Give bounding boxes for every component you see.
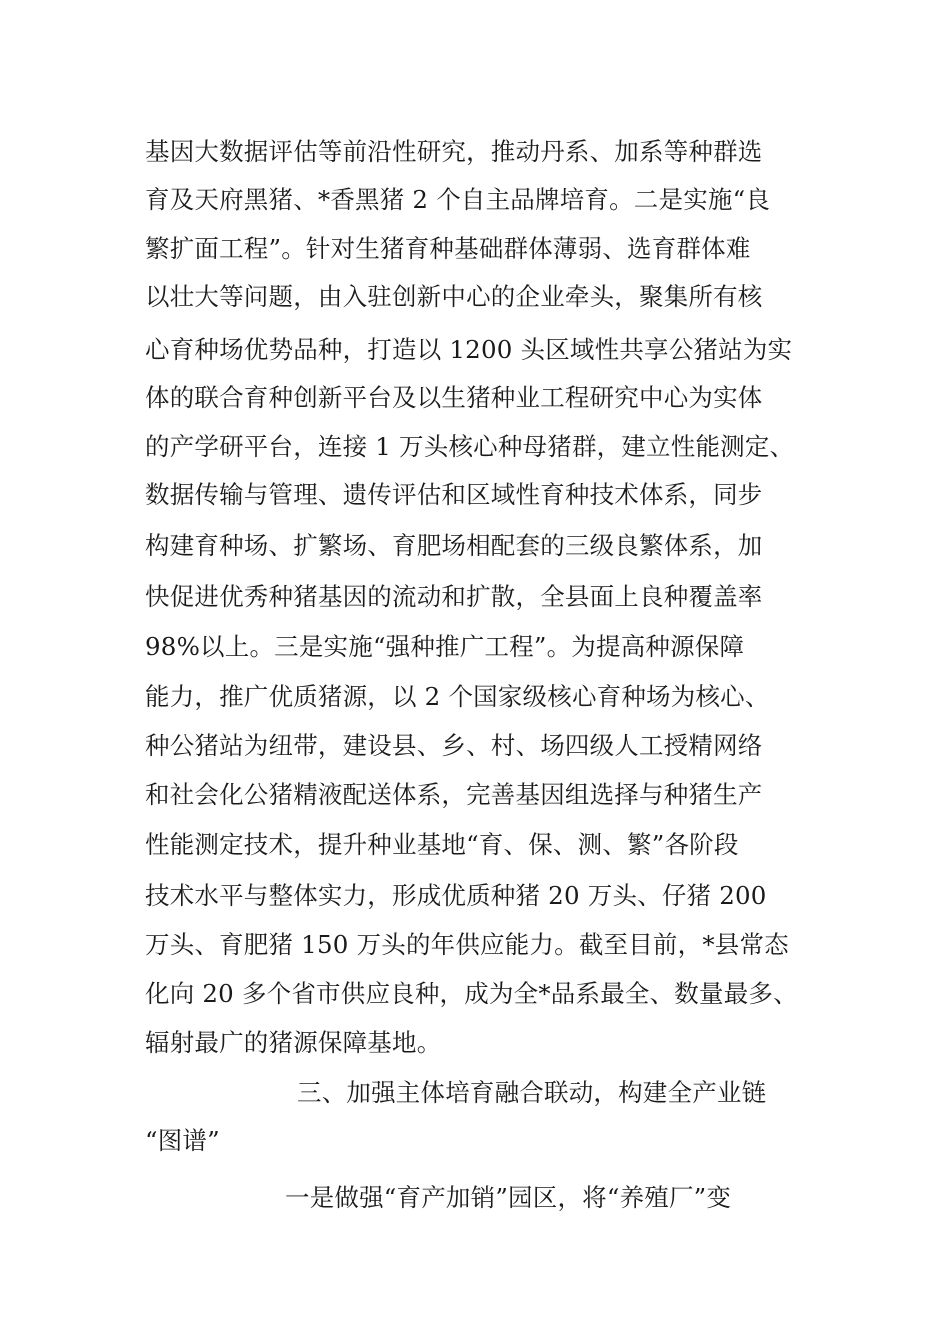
body-text-line: 快促进优秀种猪基因的流动和扩散，全县面上良种覆盖率 [145, 582, 763, 611]
section-heading: 三、加强主体培育融合联动，构建全产业链 [297, 1078, 767, 1107]
body-text-line: 基因大数据评估等前沿性研究，推动丹系、加系等种群选 [145, 137, 763, 166]
body-text-line: 辐射最广的猪源保障基地。 [145, 1028, 442, 1057]
body-text-line: 和社会化公猪精液配送体系，完善基因组选择与种猪生产 [145, 780, 763, 809]
body-text-line: 一是做强“育产加销”园区，将“养殖厂”变 [285, 1183, 732, 1212]
body-text-line: 98%以上。三是实施“强种推广工程”。为提高种源保障 [145, 632, 745, 661]
body-text-line: 繁扩面工程”。针对生猪育种基础群体薄弱、选育群体难 [145, 234, 751, 263]
body-text-line: 万头、育肥猪 150 万头的年供应能力。截至目前，*县常态 [145, 930, 789, 959]
body-text-line: 种公猪站为纽带，建设县、乡、村、场四级人工授精网络 [145, 731, 763, 760]
body-text-line: 技术水平与整体实力，形成优质种猪 20 万头、仔猪 200 [145, 881, 767, 910]
body-text-line: 以壮大等问题，由入驻创新中心的企业牵头，聚集所有核 [145, 282, 763, 311]
body-text-line: 体的联合育种创新平台及以生猪种业工程研究中心为实体 [145, 383, 763, 412]
body-text-line: 构建育种场、扩繁场、育肥场相配套的三级良繁体系，加 [145, 531, 763, 560]
body-text-line: 数据传输与管理、遗传评估和区域性育种技术体系，同步 [145, 480, 763, 509]
body-text-line: 性能测定技术，提升种业基地“育、保、测、繁”各阶段 [145, 830, 739, 859]
body-text-line: 化向 20 多个省市供应良种，成为全*品系最全、数量最多、 [145, 979, 798, 1008]
body-text-line: 心育种场优势品种，打造以 1200 头区域性共享公猪站为实 [145, 335, 793, 364]
body-text-line: 的产学研平台，连接 1 万头核心种母猪群，建立性能测定、 [145, 432, 795, 461]
body-text-line: 能力，推广优质猪源，以 2 个国家级核心育种场为核心、 [145, 682, 770, 711]
body-text-line: 育及天府黑猪、*香黑猪 2 个自主品牌培育。二是实施“良 [145, 185, 771, 214]
section-heading-continuation: “图谱” [145, 1126, 220, 1155]
